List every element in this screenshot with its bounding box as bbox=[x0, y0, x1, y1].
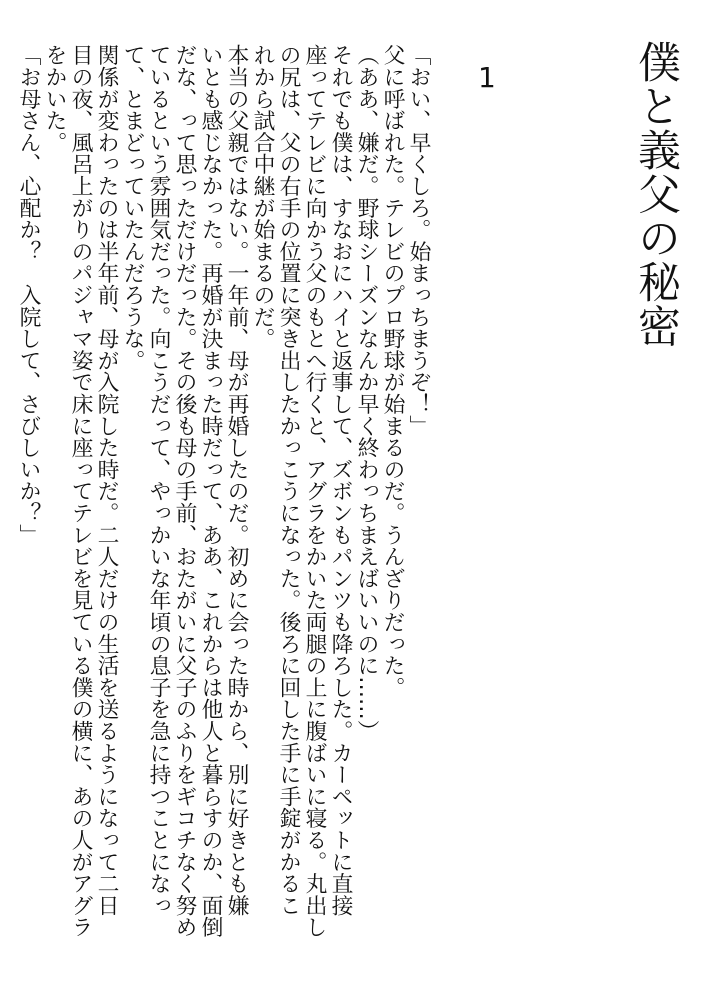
text-line: 父に呼ばれた。テレビのプロ野球が始まるのだ。うんざりだった。 bbox=[380, 44, 405, 698]
text-line: 本当の父親ではない。一年前、母が再婚したのだ。初めに会った時から、別に好きとも嫌 bbox=[224, 44, 249, 916]
chapter-number: 1 bbox=[478, 61, 496, 94]
text-line: れから試合中継が始まるのだ。 bbox=[250, 44, 275, 350]
text-line: だな、って思っただけだった。その後も母の手前、おたがいに父子のふりをギコチなく努め bbox=[172, 44, 197, 938]
body-text bbox=[15, 44, 431, 974]
text-line: て、とまどっていたんだろうな。 bbox=[120, 44, 145, 371]
text-line: いとも感じなかった。再婚が決まった時だって、ああ、これからは他人と暮らすのか、面倒 bbox=[198, 44, 223, 938]
text-line: 座ってテレビに向かう父のもとへ行くと、アグラをかいた両腿の上に腹ばいに寝る。丸出し bbox=[302, 44, 327, 938]
text-line: の尻は、父の右手の位置に突き出したかっこうになった。後ろに回した手に手錠がかるこ bbox=[276, 44, 301, 916]
text-line: （ああ、嫌だ。野球シーズンなんか早く終わっちまえばいいのに……） bbox=[354, 44, 379, 742]
text-line: 関係が変わったのは半年前、母が入院した時だ。二人だけの生活を送るようになって二日 bbox=[94, 44, 119, 916]
document-title: 僕と義父の秘密 bbox=[631, 40, 681, 348]
text-line: をかいた。 bbox=[42, 44, 67, 153]
text-line: 目の夜、風呂上がりのパジャマ姿で床に座ってテレビを見ている僕の横に、あの人がアグラ bbox=[68, 44, 93, 938]
text-line: 「お母さん、心配か？ 入院して、さびしいか？」 bbox=[16, 44, 41, 546]
text-line: それでも僕は、すなおにハイと返事して、ズボンもパンツも降ろした。カーペットに直接 bbox=[328, 44, 353, 916]
text-line: 「おい、早くしろ。始まっちまうぞ！」 bbox=[406, 44, 431, 437]
text-line: ているという雰囲気だった。向こうだって、やっかいな年頃の息子を急に持つことになっ bbox=[146, 44, 171, 916]
